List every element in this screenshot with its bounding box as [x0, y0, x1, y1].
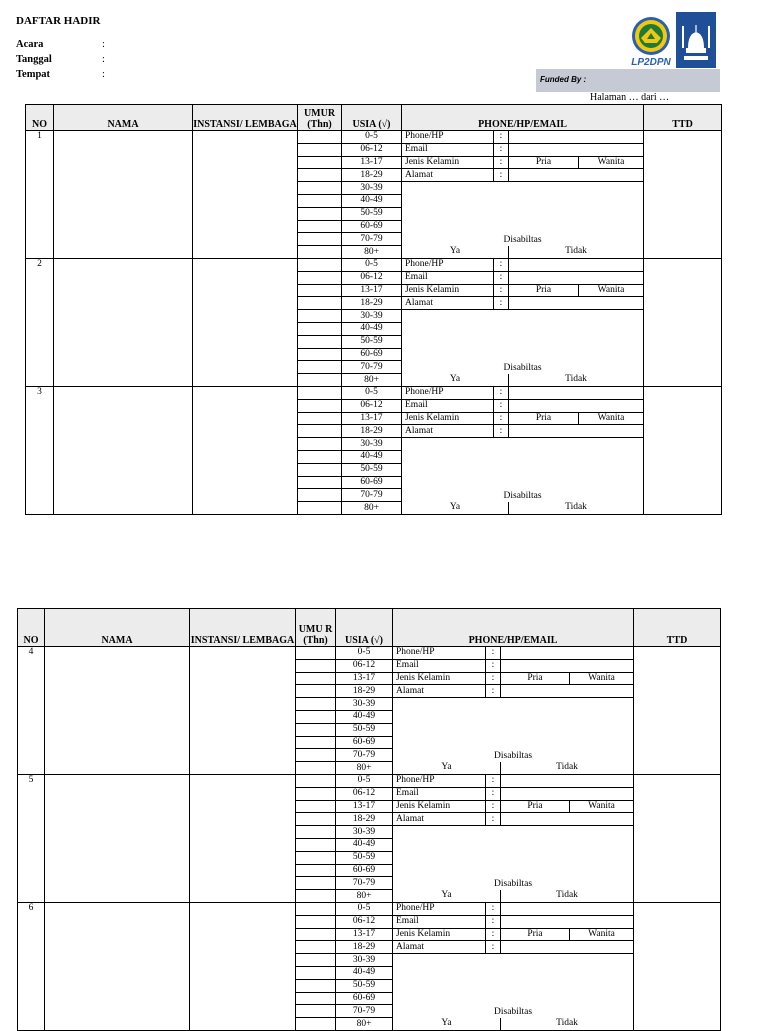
- age-range-option[interactable]: 40-49: [336, 966, 393, 979]
- age-range-option[interactable]: 40-49: [342, 450, 402, 463]
- instansi-field[interactable]: [190, 902, 296, 1030]
- contact-value-phone[interactable]: [509, 131, 644, 144]
- disabilitas-label: Disabiltas: [393, 954, 634, 1018]
- colon-separator: :: [486, 659, 501, 672]
- colon-separator: :: [494, 258, 509, 271]
- contact-value-email[interactable]: [509, 399, 644, 412]
- disabilitas-option-tidak[interactable]: Tidak: [509, 246, 644, 259]
- disabilitas-label: Disabiltas: [402, 438, 644, 502]
- umur-cell[interactable]: [296, 992, 336, 1005]
- event-meta: [16, 37, 105, 82]
- umur-cell[interactable]: [296, 864, 336, 877]
- age-range-option[interactable]: 0-5: [336, 902, 393, 915]
- age-range-option[interactable]: 50-59: [342, 463, 402, 476]
- umur-cell[interactable]: [298, 194, 342, 207]
- umur-cell[interactable]: [298, 361, 342, 374]
- age-range-option[interactable]: 50-59: [342, 207, 402, 220]
- instansi-field[interactable]: [193, 386, 298, 514]
- age-range-option[interactable]: 06-12: [336, 787, 393, 800]
- meta-label-acara: Acara: [16, 39, 44, 50]
- entry-row: [26, 386, 722, 399]
- age-range-option[interactable]: 80+: [342, 374, 402, 387]
- umur-cell[interactable]: [296, 685, 336, 698]
- entry-number: 6: [18, 902, 45, 1030]
- colon-separator: :: [494, 284, 509, 297]
- age-range-option[interactable]: 13-17: [342, 156, 402, 169]
- umur-cell[interactable]: [296, 966, 336, 979]
- age-range-option[interactable]: 06-12: [336, 915, 393, 928]
- contact-label-email: Email: [402, 399, 494, 412]
- contact-label-email: Email: [393, 787, 486, 800]
- age-range-option[interactable]: 13-17: [342, 284, 402, 297]
- contact-label-phone: Phone/HP: [402, 258, 494, 271]
- colon-separator: :: [486, 774, 501, 787]
- col-header-no: NO: [26, 105, 54, 131]
- contact-label-address: Alamat: [393, 685, 486, 698]
- colon-separator: :: [486, 915, 501, 928]
- age-range-option[interactable]: 70-79: [342, 361, 402, 374]
- disabilitas-option-tidak[interactable]: Tidak: [501, 1018, 634, 1031]
- age-range-option[interactable]: 0-5: [336, 774, 393, 787]
- umur-cell[interactable]: [296, 749, 336, 762]
- gender-option-wanita[interactable]: Wanita: [570, 800, 634, 813]
- age-range-option[interactable]: 70-79: [336, 877, 393, 890]
- nama-field[interactable]: [54, 386, 193, 514]
- umur-cell[interactable]: [296, 877, 336, 890]
- contact-value-email[interactable]: [501, 659, 634, 672]
- meta-row-tanggal: [16, 52, 105, 67]
- age-range-option[interactable]: 50-59: [336, 723, 393, 736]
- gender-option-pria[interactable]: Pria: [509, 412, 579, 425]
- nama-field[interactable]: [54, 258, 193, 386]
- umur-cell[interactable]: [298, 476, 342, 489]
- contact-value-email[interactable]: [509, 143, 644, 156]
- instansi-field[interactable]: [190, 647, 296, 775]
- colon-separator: :: [494, 297, 509, 310]
- umur-cell[interactable]: [298, 463, 342, 476]
- umur-cell[interactable]: [298, 297, 342, 310]
- entry-number: 5: [18, 774, 45, 902]
- contact-label-gender: Jenis Kelamin: [393, 672, 486, 685]
- table-header-row: [18, 609, 721, 647]
- meta-row-acara: [16, 37, 105, 52]
- umur-cell[interactable]: [298, 258, 342, 271]
- age-range-option[interactable]: 13-17: [336, 928, 393, 941]
- age-range-option[interactable]: 80+: [336, 1018, 393, 1031]
- umur-cell[interactable]: [298, 271, 342, 284]
- umur-cell[interactable]: [298, 220, 342, 233]
- gender-option-wanita[interactable]: Wanita: [579, 412, 644, 425]
- age-range-option[interactable]: 06-12: [336, 659, 393, 672]
- disabilitas-option-ya[interactable]: Ya: [393, 1018, 501, 1031]
- col-header-usia: USIA (√): [342, 105, 402, 131]
- nama-field[interactable]: [45, 902, 190, 1030]
- colon-separator: :: [486, 813, 501, 826]
- age-range-option[interactable]: 70-79: [342, 489, 402, 502]
- contact-value-address[interactable]: [509, 297, 644, 310]
- contact-label-address: Alamat: [393, 941, 486, 954]
- signature-field[interactable]: [644, 131, 722, 259]
- contact-label-phone: Phone/HP: [393, 647, 486, 660]
- signature-field[interactable]: [634, 902, 721, 1030]
- col-header-phone: PHONE/HP/EMAIL: [393, 609, 634, 647]
- umur-cell[interactable]: [296, 890, 336, 903]
- nama-field[interactable]: [54, 131, 193, 259]
- colon-separator: :: [494, 425, 509, 438]
- umur-cell[interactable]: [296, 723, 336, 736]
- contact-value-address[interactable]: [509, 169, 644, 182]
- contact-value-address[interactable]: [501, 685, 634, 698]
- umur-cell[interactable]: [296, 902, 336, 915]
- age-range-option[interactable]: 80+: [336, 762, 393, 775]
- contact-label-email: Email: [393, 659, 486, 672]
- disabilitas-option-ya[interactable]: Ya: [402, 246, 509, 259]
- age-range-option[interactable]: 40-49: [336, 838, 393, 851]
- entry-row: [26, 131, 722, 144]
- umur-cell[interactable]: [298, 310, 342, 323]
- colon-separator: :: [486, 941, 501, 954]
- lp2dpn-logo: [630, 16, 672, 68]
- age-range-option[interactable]: 70-79: [336, 749, 393, 762]
- age-range-option[interactable]: 0-5: [342, 386, 402, 399]
- colon-separator: :: [494, 271, 509, 284]
- funded-by-box: Funded By :: [536, 69, 720, 92]
- col-header-umur: UMUR (Thn): [298, 105, 342, 131]
- col-header-no: NO: [18, 609, 45, 647]
- umur-cell[interactable]: [296, 915, 336, 928]
- gender-option-pria[interactable]: Pria: [501, 672, 570, 685]
- col-header-instansi: INSTANSI/ LEMBAGA: [193, 105, 298, 131]
- age-range-option[interactable]: 0-5: [342, 258, 402, 271]
- colon-separator: :: [486, 787, 501, 800]
- contact-label-address: Alamat: [402, 425, 494, 438]
- umur-cell[interactable]: [298, 348, 342, 361]
- age-range-option[interactable]: 50-59: [336, 851, 393, 864]
- meta-label-tempat: Tempat: [16, 69, 51, 80]
- umur-cell[interactable]: [296, 659, 336, 672]
- colon-separator: :: [494, 386, 509, 399]
- umur-cell[interactable]: [296, 1005, 336, 1018]
- umur-cell[interactable]: [296, 800, 336, 813]
- colon-separator: :: [494, 169, 509, 182]
- disabilitas-option-tidak[interactable]: Tidak: [509, 374, 644, 387]
- contact-label-phone: Phone/HP: [402, 131, 494, 144]
- colon-separator: :: [486, 800, 501, 813]
- age-range-option[interactable]: 30-39: [336, 826, 393, 839]
- umur-cell[interactable]: [296, 787, 336, 800]
- age-range-option[interactable]: 18-29: [342, 425, 402, 438]
- disabilitas-option-ya[interactable]: Ya: [393, 762, 501, 775]
- umur-cell[interactable]: [298, 322, 342, 335]
- lp2dpn-logo-text: LP2DPN: [631, 57, 671, 68]
- disabilitas-option-tidak[interactable]: Tidak: [501, 890, 634, 903]
- entry-number: 2: [26, 258, 54, 386]
- umur-cell[interactable]: [298, 284, 342, 297]
- umur-cell[interactable]: [296, 928, 336, 941]
- gender-option-wanita[interactable]: Wanita: [570, 928, 634, 941]
- colon-separator: :: [486, 928, 501, 941]
- signature-field[interactable]: [644, 258, 722, 386]
- colon-separator: :: [486, 647, 501, 660]
- disabilitas-option-ya[interactable]: Ya: [402, 374, 509, 387]
- age-range-option[interactable]: 30-39: [336, 698, 393, 711]
- contact-label-gender: Jenis Kelamin: [393, 800, 486, 813]
- age-range-option[interactable]: 13-17: [336, 800, 393, 813]
- contact-value-phone[interactable]: [501, 902, 634, 915]
- attendance-table-2: [17, 608, 721, 1031]
- contact-label-phone: Phone/HP: [393, 902, 486, 915]
- contact-value-address[interactable]: [501, 813, 634, 826]
- age-range-option[interactable]: 80+: [342, 502, 402, 515]
- umur-cell[interactable]: [298, 207, 342, 220]
- umur-cell[interactable]: [296, 762, 336, 775]
- gender-option-pria[interactable]: Pria: [509, 156, 579, 169]
- signature-field[interactable]: [634, 647, 721, 775]
- entry-row: [18, 902, 721, 915]
- colon-separator: :: [494, 156, 509, 169]
- age-range-option[interactable]: 80+: [342, 246, 402, 259]
- col-header-phone: PHONE/HP/EMAIL: [402, 105, 644, 131]
- umur-cell[interactable]: [298, 156, 342, 169]
- age-range-option[interactable]: 60-69: [342, 348, 402, 361]
- age-range-option[interactable]: 18-29: [342, 169, 402, 182]
- age-range-option[interactable]: 30-39: [342, 438, 402, 451]
- age-range-option[interactable]: 80+: [336, 890, 393, 903]
- contact-label-gender: Jenis Kelamin: [402, 284, 494, 297]
- page-indicator: Halaman … dari …: [590, 92, 670, 103]
- age-range-option[interactable]: 06-12: [342, 399, 402, 412]
- entry-row: [26, 258, 722, 271]
- age-range-option[interactable]: 40-49: [342, 194, 402, 207]
- meta-value-tanggal: :: [102, 54, 105, 65]
- umur-cell[interactable]: [296, 736, 336, 749]
- gender-option-pria[interactable]: Pria: [509, 284, 579, 297]
- entry-number: 1: [26, 131, 54, 259]
- col-header-instansi: INSTANSI/ LEMBAGA: [190, 609, 296, 647]
- disabilitas-option-tidak[interactable]: Tidak: [509, 502, 644, 515]
- umur-cell[interactable]: [296, 851, 336, 864]
- umur-cell[interactable]: [296, 826, 336, 839]
- nama-field[interactable]: [45, 647, 190, 775]
- entry-number: 4: [18, 647, 45, 775]
- umur-cell[interactable]: [296, 647, 336, 660]
- age-range-option[interactable]: 40-49: [336, 710, 393, 723]
- col-header-nama: NAMA: [54, 105, 193, 131]
- contact-value-phone[interactable]: [501, 647, 634, 660]
- meta-value-tempat: :: [102, 69, 105, 80]
- gender-option-wanita[interactable]: Wanita: [579, 284, 644, 297]
- age-range-option[interactable]: 18-29: [336, 685, 393, 698]
- umur-cell[interactable]: [298, 438, 342, 451]
- age-range-option[interactable]: 40-49: [342, 322, 402, 335]
- age-range-option[interactable]: 18-29: [336, 941, 393, 954]
- gender-option-wanita[interactable]: Wanita: [579, 156, 644, 169]
- instansi-field[interactable]: [193, 258, 298, 386]
- umur-cell[interactable]: [298, 412, 342, 425]
- contact-label-address: Alamat: [402, 297, 494, 310]
- colon-separator: :: [486, 685, 501, 698]
- contact-value-phone[interactable]: [501, 774, 634, 787]
- gender-option-pria[interactable]: Pria: [501, 800, 570, 813]
- colon-separator: :: [486, 902, 501, 915]
- mosque-logo: [676, 12, 716, 68]
- umur-cell[interactable]: [296, 838, 336, 851]
- contact-label-phone: Phone/HP: [402, 386, 494, 399]
- umur-cell[interactable]: [296, 672, 336, 685]
- umur-cell[interactable]: [296, 813, 336, 826]
- disabilitas-label: Disabiltas: [393, 698, 634, 762]
- age-range-option[interactable]: 70-79: [342, 233, 402, 246]
- gender-option-wanita[interactable]: Wanita: [570, 672, 634, 685]
- umur-cell[interactable]: [298, 425, 342, 438]
- contact-value-phone[interactable]: [509, 386, 644, 399]
- age-range-option[interactable]: 30-39: [342, 182, 402, 195]
- age-range-option[interactable]: 60-69: [342, 220, 402, 233]
- age-range-option[interactable]: 60-69: [336, 736, 393, 749]
- colon-separator: :: [486, 672, 501, 685]
- contact-label-email: Email: [393, 915, 486, 928]
- umur-cell[interactable]: [296, 698, 336, 711]
- age-range-option[interactable]: 60-69: [336, 992, 393, 1005]
- meta-row-tempat: [16, 67, 105, 82]
- instansi-field[interactable]: [193, 131, 298, 259]
- disabilitas-label: Disabiltas: [393, 826, 634, 890]
- age-range-option[interactable]: 30-39: [342, 310, 402, 323]
- contact-label-email: Email: [402, 143, 494, 156]
- umur-cell[interactable]: [298, 182, 342, 195]
- meta-label-tanggal: Tanggal: [16, 54, 52, 65]
- signature-field[interactable]: [644, 386, 722, 514]
- umur-cell[interactable]: [298, 131, 342, 144]
- disabilitas-option-tidak[interactable]: Tidak: [501, 762, 634, 775]
- contact-label-gender: Jenis Kelamin: [402, 156, 494, 169]
- contact-value-email[interactable]: [501, 787, 634, 800]
- umur-cell[interactable]: [298, 246, 342, 259]
- umur-cell[interactable]: [298, 386, 342, 399]
- entry-number: 3: [26, 386, 54, 514]
- document-title: DAFTAR HADIR: [16, 15, 101, 27]
- col-header-nama: NAMA: [45, 609, 190, 647]
- contact-value-phone[interactable]: [509, 258, 644, 271]
- age-range-option[interactable]: 13-17: [336, 672, 393, 685]
- age-range-option[interactable]: 60-69: [342, 476, 402, 489]
- disabilitas-label: Disabiltas: [402, 182, 644, 246]
- colon-separator: :: [494, 143, 509, 156]
- table-header-row: [26, 105, 722, 131]
- colon-separator: :: [494, 412, 509, 425]
- entry-row: [18, 774, 721, 787]
- attendance-table-1: [25, 104, 722, 515]
- umur-cell[interactable]: [296, 954, 336, 967]
- umur-cell[interactable]: [298, 233, 342, 246]
- contact-label-phone: Phone/HP: [393, 774, 486, 787]
- age-range-option[interactable]: 06-12: [342, 271, 402, 284]
- col-header-ttd: TTD: [634, 609, 721, 647]
- age-range-option[interactable]: 13-17: [342, 412, 402, 425]
- contact-value-address[interactable]: [501, 941, 634, 954]
- age-range-option[interactable]: 0-5: [336, 647, 393, 660]
- age-range-option[interactable]: 0-5: [342, 131, 402, 144]
- umur-cell[interactable]: [298, 335, 342, 348]
- umur-cell[interactable]: [298, 489, 342, 502]
- umur-cell[interactable]: [296, 979, 336, 992]
- contact-label-address: Alamat: [402, 169, 494, 182]
- umur-cell[interactable]: [296, 710, 336, 723]
- age-range-option[interactable]: 50-59: [342, 335, 402, 348]
- instansi-field[interactable]: [190, 774, 296, 902]
- age-range-option[interactable]: 60-69: [336, 864, 393, 877]
- col-header-usia: USIA (√): [336, 609, 393, 647]
- umur-cell[interactable]: [298, 169, 342, 182]
- signature-field[interactable]: [634, 774, 721, 902]
- age-range-option[interactable]: 50-59: [336, 979, 393, 992]
- colon-separator: :: [494, 399, 509, 412]
- col-header-ttd: TTD: [644, 105, 722, 131]
- contact-value-address[interactable]: [509, 425, 644, 438]
- umur-cell[interactable]: [298, 143, 342, 156]
- age-range-option[interactable]: 06-12: [342, 143, 402, 156]
- nama-field[interactable]: [45, 774, 190, 902]
- disabilitas-option-ya[interactable]: Ya: [393, 890, 501, 903]
- age-range-option[interactable]: 70-79: [336, 1005, 393, 1018]
- meta-value-acara: :: [102, 39, 105, 50]
- disabilitas-option-ya[interactable]: Ya: [402, 502, 509, 515]
- gender-option-pria[interactable]: Pria: [501, 928, 570, 941]
- contact-label-address: Alamat: [393, 813, 486, 826]
- contact-label-gender: Jenis Kelamin: [402, 412, 494, 425]
- age-range-option[interactable]: 18-29: [336, 813, 393, 826]
- umur-cell[interactable]: [296, 1018, 336, 1031]
- umur-cell[interactable]: [298, 502, 342, 515]
- contact-value-email[interactable]: [509, 271, 644, 284]
- contact-label-email: Email: [402, 271, 494, 284]
- entry-row: [18, 647, 721, 660]
- age-range-option[interactable]: 30-39: [336, 954, 393, 967]
- umur-cell[interactable]: [296, 941, 336, 954]
- umur-cell[interactable]: [296, 774, 336, 787]
- col-header-umur: UMU R (Thn): [296, 609, 336, 647]
- umur-cell[interactable]: [298, 450, 342, 463]
- contact-value-email[interactable]: [501, 915, 634, 928]
- umur-cell[interactable]: [298, 374, 342, 387]
- age-range-option[interactable]: 18-29: [342, 297, 402, 310]
- disabilitas-label: Disabiltas: [402, 310, 644, 374]
- colon-separator: :: [494, 131, 509, 144]
- umur-cell[interactable]: [298, 399, 342, 412]
- contact-label-gender: Jenis Kelamin: [393, 928, 486, 941]
